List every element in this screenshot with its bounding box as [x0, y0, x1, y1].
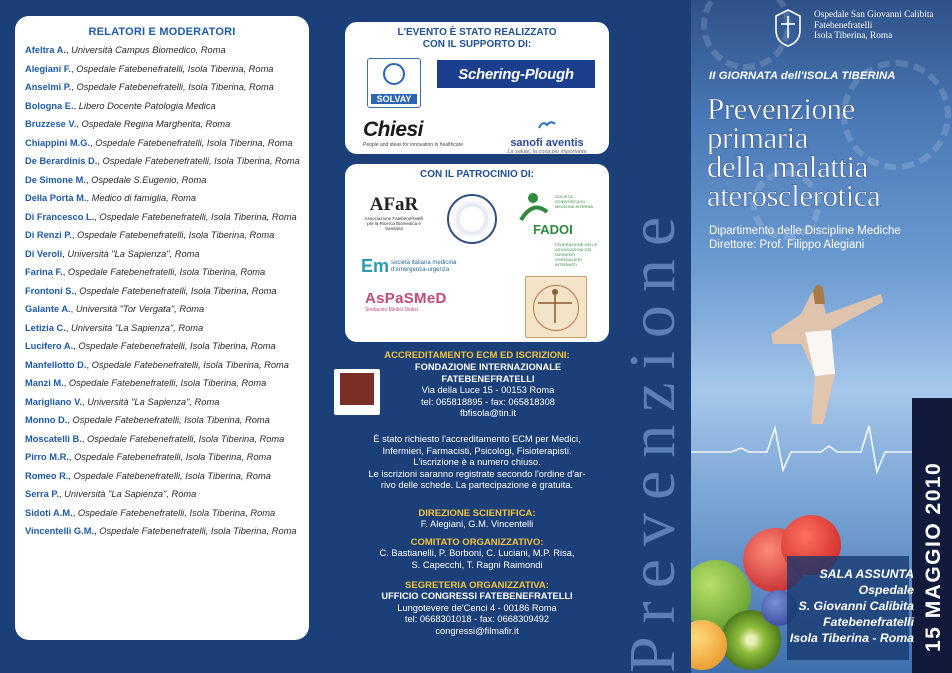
ecm-note-3: L'iscrizione è a numero chiuso.	[413, 457, 541, 467]
speaker-name: Lucifero A.	[25, 341, 74, 351]
ecm-email: fbfisola@tin.it	[460, 408, 516, 418]
speaker-item: Monno D., Ospedale Fatebenefratelli, Isola Tiberina, Roma	[25, 415, 270, 425]
afar-logo	[361, 194, 427, 242]
speakers-list	[15, 44, 309, 538]
speakers-panel	[15, 16, 309, 640]
speaker-name: Sidoti A.M.	[25, 507, 73, 518]
afar-label: AFaR	[369, 194, 419, 215]
aspasmed-label: AsPaSMeD	[365, 290, 447, 307]
venue-line-4: Fatebenefratelli	[823, 615, 914, 629]
speaker-name: De Simone M.	[25, 174, 86, 185]
speaker-affiliation: Università Campus Biomedico, Roma	[71, 45, 226, 55]
sponsors-card	[345, 22, 609, 154]
simeu-mark: Em	[361, 256, 390, 276]
speaker-affiliation: Ospedale Fatebenefratelli, Isola Tiberina, Roma	[76, 82, 274, 92]
ecm-note-4: Le iscrizioni saranno registrate secondo l'ordine d'ar-	[368, 468, 586, 479]
speaker-affiliation: Ospedale Fatebenefratelli, Isola Tiberina, Roma	[79, 285, 277, 296]
speaker-item: Vincentelli G.M., Ospedale Fatebenefratelli, Isola Tiberina, Roma	[25, 526, 297, 536]
afar-subtitle: Associazione Fatebenefratelli per la Ricerca Biomedica e Sanitaria	[364, 216, 424, 231]
sanofi-label: sanofi aventis	[510, 137, 584, 149]
speaker-item: Anselmi P., Ospedale Fatebenefratelli, Isola Tiberina, Roma	[25, 82, 274, 92]
speaker-name: Vincentelli G.M.	[25, 526, 95, 536]
speaker-affiliation: Università "Tor Vergata", Roma	[75, 304, 205, 314]
speaker-item: Pirro M.R., Ospedale Fatebenefratelli, Isola Tiberina, Roma	[25, 452, 272, 462]
speaker-item: Farina F., Ospedale Fatebenefratelli, Isola Tiberina, Roma	[25, 267, 266, 277]
speaker-affiliation: Ospedale Fatebenefratelli, Isola Tiberina, Roma	[102, 156, 300, 166]
fadoi-label: FADOI	[533, 222, 573, 237]
speaker-name: Di Renzi P.	[25, 230, 72, 240]
speaker-item: Lucifero A., Ospedale Fatebenefratelli, Isola Tiberina, Roma	[25, 341, 276, 351]
speaker-item: De Simone M., Ospedale S.Eugenio, Roma	[25, 174, 207, 185]
ecm-address: Via della Luce 15 - 00153 Roma	[421, 385, 555, 395]
comitato-heading: COMITATO ORGANIZZATIVO:	[410, 537, 544, 548]
patronage-title: CON IL PATROCINIO DI:	[420, 169, 534, 180]
speaker-affiliation: Università "La Sapienza", Roma	[64, 489, 197, 499]
speaker-name: Della Porta M.	[25, 193, 87, 203]
speaker-name: Anselmi P.	[25, 82, 72, 92]
speaker-affiliation: Ospedale Fatebenefratelli, Isola Tiberina, Roma	[99, 211, 297, 222]
simeu-logo	[361, 256, 491, 280]
hospital-crest-icon	[773, 8, 803, 48]
aspasmed-logo	[365, 290, 475, 330]
speaker-name: Manzi M.	[25, 378, 64, 388]
fadoi-logo	[515, 190, 601, 272]
hospital-line-2: Fatebenefratelli	[814, 20, 873, 31]
speaker-name: Manfellotto D.	[25, 359, 87, 370]
sponsors-title-line-1: L'EVENTO È STATO REALIZZATO	[397, 27, 557, 38]
speaker-name: Di Veroli	[25, 248, 63, 259]
direzione-names: F. Alegiani, G.M. Vincentelli	[420, 519, 534, 529]
segreteria-org: UFFICIO CONGRESSI FATEBENEFRATELLI	[381, 591, 573, 601]
ecm-note-2: Infermieri, Farmacisti, Psicologi, Fisioterapisti.	[382, 445, 572, 456]
speaker-item: Moscatelli B., Ospedale Fatebenefratelli, Isola Tiberina, Roma	[25, 433, 285, 444]
speaker-affiliation: Ospedale Fatebenefratelli, Isola Tiberina, Roma	[95, 137, 293, 148]
venue-line-3: S. Giovanni Calibita	[798, 599, 914, 613]
sanofi-tagline: La salute, la cosa più importante	[507, 149, 587, 155]
speaker-item: Romeo R., Ospedale Fatebenefratelli, Isola Tiberina, Roma	[25, 470, 271, 481]
speaker-item: Manzi M., Ospedale Fatebenefratelli, Isola Tiberina, Roma	[25, 378, 267, 388]
ecm-note-5: rivo delle schede. La partecipazione è gratuita.	[380, 480, 574, 490]
speaker-name: Afeltra A.	[25, 45, 66, 55]
amec-logo-icon	[525, 276, 587, 338]
ecm-heading: ACCREDITAMENTO ECM ED ISCRIZIONI:	[384, 350, 570, 361]
speaker-affiliation: Medico di famiglia, Roma	[91, 193, 197, 203]
speaker-affiliation: Ospedale Fatebenefratelli, Isola Tiberina, Roma	[77, 507, 276, 518]
speaker-name: De Berardinis D.	[25, 156, 98, 166]
venue-room: SALA ASSUNTA	[819, 567, 914, 581]
venue-line-2: Ospedale	[858, 583, 914, 597]
event-edition: II GIORNATA dell'ISOLA TIBERINA	[709, 70, 896, 82]
speaker-name: Frontoni S.	[25, 285, 75, 296]
solvay-label: SOLVAY	[371, 94, 417, 104]
speaker-name: Alegiani F.	[25, 63, 71, 74]
speaker-item: Sidoti A.M., Ospedale Fatebenefratelli, Isola Tiberina, Roma	[25, 507, 276, 518]
speaker-affiliation: Libero Docente Patologia Medica	[78, 100, 216, 111]
speaker-item: Frontoni S., Ospedale Fatebenefratelli, Isola Tiberina, Roma	[25, 285, 277, 296]
speaker-affiliation: Ospedale Fatebenefratelli, Isola Tiberina, Roma	[76, 63, 274, 74]
speaker-name: Moscatelli B.	[25, 433, 82, 444]
fadoi-subtitle: SOCIETÀ SCIENTIFICA DI MEDICINA INTERNA	[555, 194, 594, 209]
ecm-contact	[368, 362, 608, 420]
comitato-line-1: C. Bastianelli, P. Borboni, C. Luciani, M.P. Risa,	[379, 548, 575, 558]
speaker-item: Bruzzese V., Ospedale Regina Margherita, Roma	[25, 119, 231, 129]
segreteria-phone: tel: 0668301018 - fax: 0668309492	[404, 614, 550, 624]
speaker-item: De Berardinis D., Ospedale Fatebenefratelli, Isola Tiberina, Roma	[25, 156, 300, 166]
hospital-line-3: Isola Tiberina, Roma	[814, 31, 893, 41]
speaker-affiliation: Università "La Sapienza", Roma	[70, 322, 204, 333]
speaker-affiliation: Università "La Sapienza", Roma	[87, 396, 220, 407]
fadoi-subtitle-2: FEDERAZIONE DELLE ASSOCIAZIONI DEI DIRIGENTI OSPEDALIERI INTERNISTI	[555, 242, 598, 267]
event-title-line-4: aterosclerotica	[707, 178, 881, 213]
schering-plough-logo	[437, 60, 595, 88]
speaker-item: Afeltra A., Università Campus Biomedico, Roma	[25, 45, 226, 55]
speaker-affiliation: Ospedale Fatebenefratelli, Isola Tiberina, Roma	[74, 452, 272, 462]
ecm-section	[335, 350, 619, 361]
sponsors-title-line-2: CON IL SUPPORTO DI:	[422, 39, 532, 50]
speaker-name: Di Francesco L.	[25, 211, 95, 222]
schering-plough-label: Schering-Plough	[458, 65, 574, 83]
ecm-org-line-2: FATEBENEFRATELLI	[441, 373, 535, 384]
aspasmed-subtitle: Sindacato Medici Dialisi	[365, 307, 418, 313]
speaker-affiliation: Ospedale Fatebenefratelli, Isola Tiberina, Roma	[78, 341, 276, 351]
event-title-line-1: Prevenzione	[707, 91, 855, 126]
speaker-item: Galante A., Università "Tor Vergata", Roma	[25, 304, 205, 314]
speaker-item: Chiappini M.G., Ospedale Fatebenefratelli, Isola Tiberina, Roma	[25, 137, 293, 148]
speaker-name: Bologna E.	[25, 100, 74, 111]
chiesi-logo	[363, 118, 473, 150]
segreteria-email: congressi@filmafir.it	[435, 625, 519, 636]
speaker-affiliation: Ospedale Fatebenefratelli, Isola Tiberina, Roma	[72, 415, 270, 425]
speaker-item: Serra P., Università "La Sapienza", Roma	[25, 489, 197, 499]
venue-info	[790, 566, 914, 646]
speaker-name: Serra P.	[25, 489, 59, 499]
speaker-name: Marigliano V.	[25, 396, 83, 407]
chiesi-tagline: People and ideas for innovation in healthcare	[363, 142, 464, 148]
direzione-heading: DIREZIONE SCIENTIFICA:	[418, 508, 536, 519]
patronage-card	[345, 164, 609, 342]
chiesi-label: Chiesi	[363, 118, 424, 141]
speaker-name: Letizia C.	[25, 322, 66, 333]
sanofi-aventis-logo	[497, 118, 597, 155]
speaker-name: Monno D.	[25, 415, 68, 425]
speaker-name: Chiappini M.G.	[25, 137, 91, 148]
department-director: Direttore: Prof. Filippo Alegiani	[709, 239, 865, 251]
segreteria-address: Lungotevere de'Cenci 4 - 00186 Roma	[397, 602, 557, 613]
speaker-affiliation: Ospedale Regina Margherita, Roma	[81, 119, 231, 129]
hospital-line-1: Ospedale San Giovanni Calibita	[814, 10, 934, 20]
speaker-name: Galante A.	[25, 304, 71, 314]
speaker-item: Manfellotto D., Ospedale Fatebenefratelli, Isola Tiberina, Roma	[25, 359, 289, 370]
hospital-name	[814, 10, 934, 42]
department-info	[709, 224, 901, 252]
society-seal-icon	[447, 194, 497, 244]
event-title-line-3: della malattia	[707, 149, 868, 184]
speaker-affiliation: Ospedale Fatebenefratelli, Isola Tiberina, Roma	[77, 230, 275, 240]
ecm-org-line-1: FONDAZIONE INTERNAZIONALE	[414, 362, 562, 372]
comitato-line-2: S. Capecchi, T. Ragni Raimondi	[411, 559, 543, 570]
event-title-line-2: primaria	[707, 120, 809, 155]
sponsors-title	[345, 27, 609, 51]
simeu-subtitle: società italiana medicina d'emergenza-urgenza	[391, 260, 457, 273]
speaker-affiliation: Ospedale Fatebenefratelli, Isola Tiberina, Roma	[91, 359, 289, 370]
speaker-affiliation: Ospedale S.Eugenio, Roma	[91, 174, 207, 185]
speaker-name: Romeo R.	[25, 470, 69, 481]
speaker-item: Bologna E., Libero Docente Patologia Medica	[25, 100, 216, 111]
speaker-affiliation: Ospedale Fatebenefratelli, Isola Tiberina, Roma	[87, 433, 285, 444]
speaker-item: Di Veroli, Università "La Sapienza", Roma	[25, 248, 200, 259]
ecm-phone: tel: 065818895 - fax: 065818308	[421, 396, 555, 407]
direzione-section	[335, 508, 619, 531]
speaker-affiliation: Università "La Sapienza", Roma	[67, 248, 200, 259]
speaker-name: Farina F.	[25, 267, 63, 277]
sanofi-bird-icon	[537, 118, 557, 132]
speaker-name: Bruzzese V.	[25, 119, 77, 129]
speaker-item: Letizia C., Università "La Sapienza", Roma	[25, 322, 204, 333]
comitato-section	[335, 537, 619, 571]
ecm-notes	[335, 434, 619, 492]
speaker-affiliation: Ospedale Fatebenefratelli, Isola Tiberina, Roma	[68, 378, 267, 388]
speaker-item: Marigliano V., Università "La Sapienza", Roma	[25, 396, 220, 407]
segreteria-section	[335, 580, 619, 637]
speaker-item: Di Francesco L., Ospedale Fatebenefratelli, Isola Tiberina, Roma	[25, 211, 297, 222]
ecm-note-1: È stato richiesto l'accreditamento ECM per Medici,	[373, 434, 581, 444]
solvay-logo	[367, 58, 421, 108]
event-date: 15 MAGGIO 2010	[922, 461, 945, 652]
solvay-emblem-icon	[383, 63, 405, 85]
segreteria-heading: SEGRETERIA ORGANIZZATIVA:	[405, 580, 549, 591]
speaker-affiliation: Ospedale Fatebenefratelli, Isola Tiberina, Roma	[99, 526, 297, 536]
speaker-name: Pirro M.R.	[25, 452, 69, 462]
speaker-item: Di Renzi P., Ospedale Fatebenefratelli, Isola Tiberina, Roma	[25, 230, 275, 240]
vertical-title-word: Prevenzione	[616, 203, 689, 673]
speaker-item: Alegiani F., Ospedale Fatebenefratelli, Isola Tiberina, Roma	[25, 63, 274, 74]
speakers-title: RELATORI E MODERATORI	[88, 26, 236, 38]
speaker-item: Della Porta M., Medico di famiglia, Roma	[25, 193, 197, 203]
speaker-affiliation: Ospedale Fatebenefratelli, Isola Tiberina, Roma	[73, 470, 271, 481]
department-name: Dipartimento delle Discipline Mediche	[709, 225, 901, 237]
venue-line-5: Isola Tiberina - Roma	[789, 631, 914, 645]
speaker-affiliation: Ospedale Fatebenefratelli, Isola Tiberina, Roma	[67, 267, 266, 277]
event-title	[707, 91, 881, 213]
